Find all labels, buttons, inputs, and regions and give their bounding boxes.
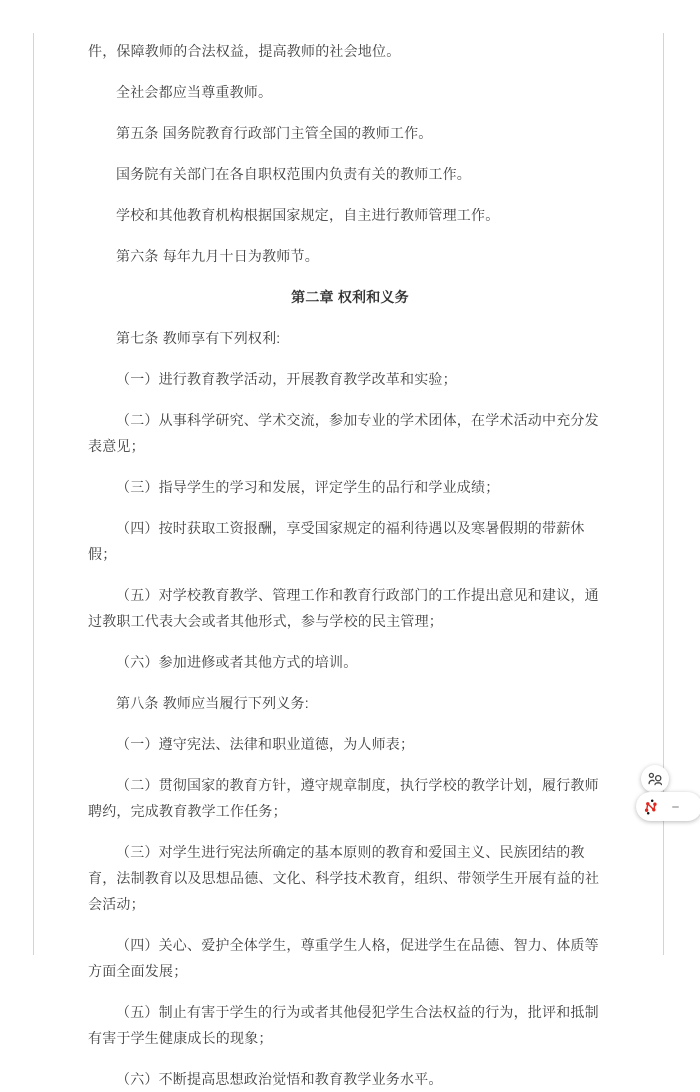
paragraph: （一）遵守宪法、法律和职业道德，为人师表； bbox=[116, 736, 415, 752]
paragraph: 第五条 国务院教育行政部门主管全国的教师工作。 bbox=[116, 125, 433, 141]
paragraph: （六）参加进修或者其他方式的培训。 bbox=[116, 654, 358, 670]
paragraph: （五）对学校教育教学、管理工作和教育行政部门的工作提出意见和建议，通过教职工代表大会或者其他形式，参与学校的民主管理； bbox=[88, 587, 599, 629]
network-graph-icon bbox=[644, 799, 658, 815]
paragraph: 第七条 教师享有下列权利: bbox=[116, 330, 281, 346]
chapter-heading: 第二章 权利和义务 bbox=[291, 289, 409, 305]
paragraph: 件，保障教师的合法权益，提高教师的社会地位。 bbox=[88, 43, 401, 59]
paragraph: （三）对学生进行宪法所确定的基本原则的教育和爱国主义、民族团结的教育，法制教育以及思想品德、文化、科学技术教育，组织、带领学生开展有益的社会活动； bbox=[88, 844, 600, 912]
paragraph: （三）指导学生的学习和发展，评定学生的品行和学业成绩； bbox=[116, 479, 500, 495]
drag-handle[interactable] bbox=[672, 806, 679, 808]
paragraph: （四）按时获取工资报酬，享受国家规定的福利待遇以及寒暑假期的带薪休假； bbox=[88, 520, 585, 562]
paragraph: 学校和其他教育机构根据国家规定，自主进行教师管理工作。 bbox=[116, 207, 500, 223]
paragraph: （二）贯彻国家的教育方针，遵守规章制度，执行学校的教学计划，履行教师聘约，完成教育教学工作任务； bbox=[88, 777, 599, 819]
paragraph: 第六条 每年九月十日为教师节。 bbox=[116, 248, 319, 264]
paragraph: 第八条 教师应当履行下列义务: bbox=[116, 695, 309, 711]
paragraph: （一）进行教育教学活动，开展教育教学改革和实验； bbox=[116, 371, 457, 387]
floating-button-network[interactable] bbox=[636, 792, 700, 821]
paragraph: （六）不断提高思想政治觉悟和教育教学业务水平。 bbox=[116, 1071, 443, 1087]
document-body bbox=[34, 33, 663, 1092]
paragraph: （四）关心、爱护全体学生，尊重学生人格，促进学生在品德、智力、体质等方面全面发展； bbox=[88, 937, 599, 979]
paragraph: （二）从事科学研究、学术交流，参加专业的学术团体，在学术活动中充分发表意见； bbox=[88, 412, 599, 454]
paragraph: （五）制止有害于学生的行为或者其他侵犯学生合法权益的行为，批评和抵制有害于学生健康成长的现象； bbox=[88, 1004, 599, 1046]
paragraph: 全社会都应当尊重教师。 bbox=[116, 84, 273, 100]
floating-button-top[interactable] bbox=[641, 765, 669, 793]
paragraph: 国务院有关部门在各自职权范围内负责有关的教师工作。 bbox=[116, 166, 471, 182]
two-figures-icon bbox=[648, 772, 663, 786]
document-page bbox=[33, 33, 664, 1087]
